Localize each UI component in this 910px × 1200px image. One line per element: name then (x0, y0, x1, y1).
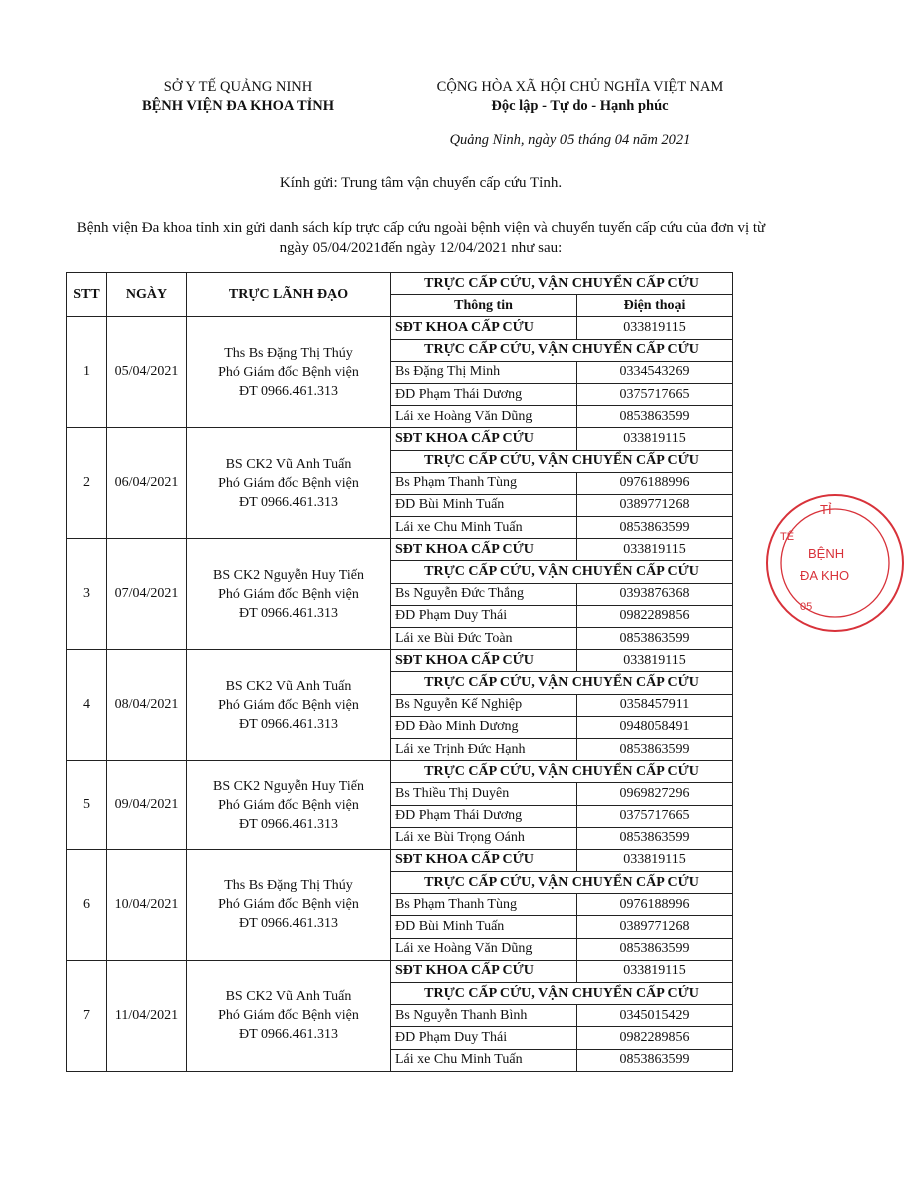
table-row (67, 761, 733, 783)
leader-line: Phó Giám đốc Bệnh viện (218, 697, 359, 713)
staff-name: Lái xe Chu Minh Tuấn (391, 1049, 577, 1071)
leader-line: Phó Giám đốc Bệnh viện (218, 586, 359, 602)
phone-number: 0969827296 (577, 783, 733, 805)
stt-cell: 2 (67, 428, 107, 539)
staff-name: Bs Nguyễn Thanh Bình (391, 1005, 577, 1027)
phone-number: 033819115 (577, 650, 733, 672)
staff-name: Bs Thiều Thị Duyên (391, 783, 577, 805)
staff-name: Lái xe Hoàng Văn Dũng (391, 938, 577, 960)
duty-group-label: TRỰC CẤP CỨU, VẬN CHUYỂN CẤP CỨU (391, 761, 733, 783)
leader-cell (187, 849, 391, 960)
staff-name: Lái xe Hoàng Văn Dũng (391, 406, 577, 428)
staff-name: Bs Đặng Thị Minh (391, 361, 577, 383)
leader-line: Phó Giám đốc Bệnh viện (218, 475, 359, 491)
seal-text-low: ĐA KHO (800, 568, 850, 583)
leader-line: BS CK2 Nguyễn Huy Tiến (213, 567, 364, 583)
salutation: Kính gửi: Trung tâm vận chuyển cấp cứu Tỉnh. (279, 175, 563, 191)
table-row (67, 849, 733, 871)
table-row (67, 428, 733, 450)
leader-line: Phó Giám đốc Bệnh viện (218, 897, 359, 913)
leader-cell (187, 960, 391, 1071)
phone-number: 0853863599 (577, 938, 733, 960)
header-phone: Điện thoại (577, 295, 733, 317)
er-phone-label: SĐT KHOA CẤP CỨU (391, 960, 577, 982)
motto: Độc lập - Tự do - Hạnh phúc (491, 98, 669, 114)
staff-name: ĐD Bùi Minh Tuấn (391, 916, 577, 938)
phone-number: 033819115 (577, 539, 733, 561)
duty-group-label: TRỰC CẤP CỨU, VẬN CHUYỂN CẤP CỨU (391, 450, 733, 472)
phone-number: 0853863599 (577, 738, 733, 760)
phone-number: 033819115 (577, 849, 733, 871)
phone-number: 0853863599 (577, 827, 733, 849)
national-heading (400, 78, 760, 116)
hospital-name: BỆNH VIỆN ĐA KHOA TỈNH (141, 98, 335, 114)
leader-cell (187, 317, 391, 428)
stt-cell: 6 (67, 849, 107, 960)
leader-line: BS CK2 Vũ Anh Tuấn (225, 456, 352, 472)
table-row (67, 650, 733, 672)
staff-name: ĐD Phạm Duy Thái (391, 1027, 577, 1049)
schedule-body (67, 317, 733, 1071)
phone-number: 0853863599 (577, 406, 733, 428)
staff-name: Lái xe Chu Minh Tuấn (391, 517, 577, 539)
phone-number: 0375717665 (577, 805, 733, 827)
leader-line: ĐT 0966.461.313 (239, 716, 338, 732)
er-phone-label: SĐT KHOA CẤP CỨU (391, 849, 577, 871)
leader-line: BS CK2 Nguyễn Huy Tiến (213, 778, 364, 794)
staff-name: ĐD Đào Minh Dương (391, 716, 577, 738)
phone-number: 0982289856 (577, 1027, 733, 1049)
duty-group-label: TRỰC CẤP CỨU, VẬN CHUYỂN CẤP CỨU (391, 872, 733, 894)
leader-cell (187, 650, 391, 761)
phone-number: 0375717665 (577, 383, 733, 405)
leader-line: Phó Giám đốc Bệnh viện (218, 797, 359, 813)
staff-name: ĐD Phạm Thái Dương (391, 383, 577, 405)
seal-text-bottom: 05 (800, 601, 813, 613)
leader-line: ĐT 0966.461.313 (239, 916, 338, 932)
phone-number: 0393876368 (577, 583, 733, 605)
staff-name: Bs Phạm Thanh Tùng (391, 894, 577, 916)
phone-number: 0853863599 (577, 517, 733, 539)
department-name: SỞ Y TẾ QUẢNG NINH (163, 79, 313, 95)
issuer-block (118, 78, 358, 116)
duty-schedule-table (66, 272, 733, 1072)
staff-name: Lái xe Trịnh Đức Hạnh (391, 738, 577, 760)
phone-number: 033819115 (577, 317, 733, 339)
date-cell: 07/04/2021 (107, 539, 187, 650)
table-row (67, 960, 733, 982)
staff-name: ĐD Phạm Thái Dương (391, 805, 577, 827)
intro-paragraph: Bệnh viện Đa khoa tỉnh xin gửi danh sách kíp trực cấp cứu ngoài bệnh viện và chuyển tuyến cấp cứu của đơn vị từ ngày 05/04/2021đến ngày 12/04/2021 như sau: (76, 220, 766, 256)
phone-number: 0853863599 (577, 628, 733, 650)
date-cell: 05/04/2021 (107, 317, 187, 428)
header-leader: TRỰC LÃNH ĐẠO (187, 273, 391, 317)
leader-cell (187, 428, 391, 539)
seal-text-top: TỈ (820, 502, 832, 517)
phone-number: 0389771268 (577, 494, 733, 516)
leader-line: Ths Bs Đặng Thị Thúy (224, 345, 353, 361)
hospital-seal (760, 488, 910, 638)
stt-cell: 5 (67, 761, 107, 850)
date-cell: 08/04/2021 (107, 650, 187, 761)
staff-name: Bs Nguyễn Đức Thắng (391, 583, 577, 605)
phone-number: 0948058491 (577, 716, 733, 738)
stt-cell: 4 (67, 650, 107, 761)
er-phone-label: SĐT KHOA CẤP CỨU (391, 428, 577, 450)
duty-group-label: TRỰC CẤP CỨU, VẬN CHUYỂN CẤP CỨU (391, 561, 733, 583)
leader-cell (187, 539, 391, 650)
leader-line: BS CK2 Vũ Anh Tuấn (225, 989, 352, 1005)
leader-cell (187, 761, 391, 850)
stt-cell: 1 (67, 317, 107, 428)
staff-name: Lái xe Bùi Trọng Oánh (391, 827, 577, 849)
stt-cell: 7 (67, 960, 107, 1071)
header-duty-group: TRỰC CẤP CỨU, VẬN CHUYỂN CẤP CỨU (391, 273, 733, 295)
country-name: CỘNG HÒA XÃ HỘI CHỦ NGHĨA VIỆT NAM (436, 79, 724, 95)
duty-group-label: TRỰC CẤP CỨU, VẬN CHUYỂN CẤP CỨU (391, 983, 733, 1005)
leader-line: Ths Bs Đặng Thị Thúy (224, 878, 353, 894)
date-cell: 11/04/2021 (107, 960, 187, 1071)
phone-number: 0358457911 (577, 694, 733, 716)
header-info: Thông tin (391, 295, 577, 317)
er-phone-label: SĐT KHOA CẤP CỨU (391, 317, 577, 339)
table-row (67, 317, 733, 339)
table-row (67, 539, 733, 561)
er-phone-label: SĐT KHOA CẤP CỨU (391, 650, 577, 672)
phone-number: 0345015429 (577, 1005, 733, 1027)
stt-cell: 3 (67, 539, 107, 650)
leader-line: Phó Giám đốc Bệnh viện (218, 364, 359, 380)
date-cell: 06/04/2021 (107, 428, 187, 539)
phone-number: 0982289856 (577, 605, 733, 627)
leader-line: ĐT 0966.461.313 (239, 494, 338, 510)
phone-number: 0976188996 (577, 894, 733, 916)
duty-group-label: TRỰC CẤP CỨU, VẬN CHUYỂN CẤP CỨU (391, 672, 733, 694)
dateline: Quảng Ninh, ngày 05 tháng 04 năm 2021 (449, 132, 691, 148)
leader-line: ĐT 0966.461.313 (239, 383, 338, 399)
phone-number: 033819115 (577, 428, 733, 450)
leader-line: ĐT 0966.461.313 (239, 605, 338, 621)
leader-line: BS CK2 Vũ Anh Tuấn (225, 678, 352, 694)
staff-name: Bs Nguyễn Kế Nghiệp (391, 694, 577, 716)
header-date: NGÀY (107, 273, 187, 317)
staff-name: Lái xe Bùi Đức Toàn (391, 628, 577, 650)
phone-number: 0976188996 (577, 472, 733, 494)
leader-line: Phó Giám đốc Bệnh viện (218, 1008, 359, 1024)
seal-text-mid: BỆNH (808, 546, 845, 561)
staff-name: ĐD Bùi Minh Tuấn (391, 494, 577, 516)
er-phone-label: SĐT KHOA CẤP CỨU (391, 539, 577, 561)
date-cell: 09/04/2021 (107, 761, 187, 850)
seal-text-side: TẾ (780, 531, 795, 543)
staff-name: Bs Phạm Thanh Tùng (391, 472, 577, 494)
phone-number: 0389771268 (577, 916, 733, 938)
staff-name: ĐD Phạm Duy Thái (391, 605, 577, 627)
leader-line: ĐT 0966.461.313 (239, 1027, 338, 1043)
duty-group-label: TRỰC CẤP CỨU, VẬN CHUYỂN CẤP CỨU (391, 339, 733, 361)
phone-number: 0853863599 (577, 1049, 733, 1071)
date-cell: 10/04/2021 (107, 849, 187, 960)
phone-number: 0334543269 (577, 361, 733, 383)
leader-line: ĐT 0966.461.313 (239, 816, 338, 832)
header-stt: STT (67, 273, 107, 317)
phone-number: 033819115 (577, 960, 733, 982)
